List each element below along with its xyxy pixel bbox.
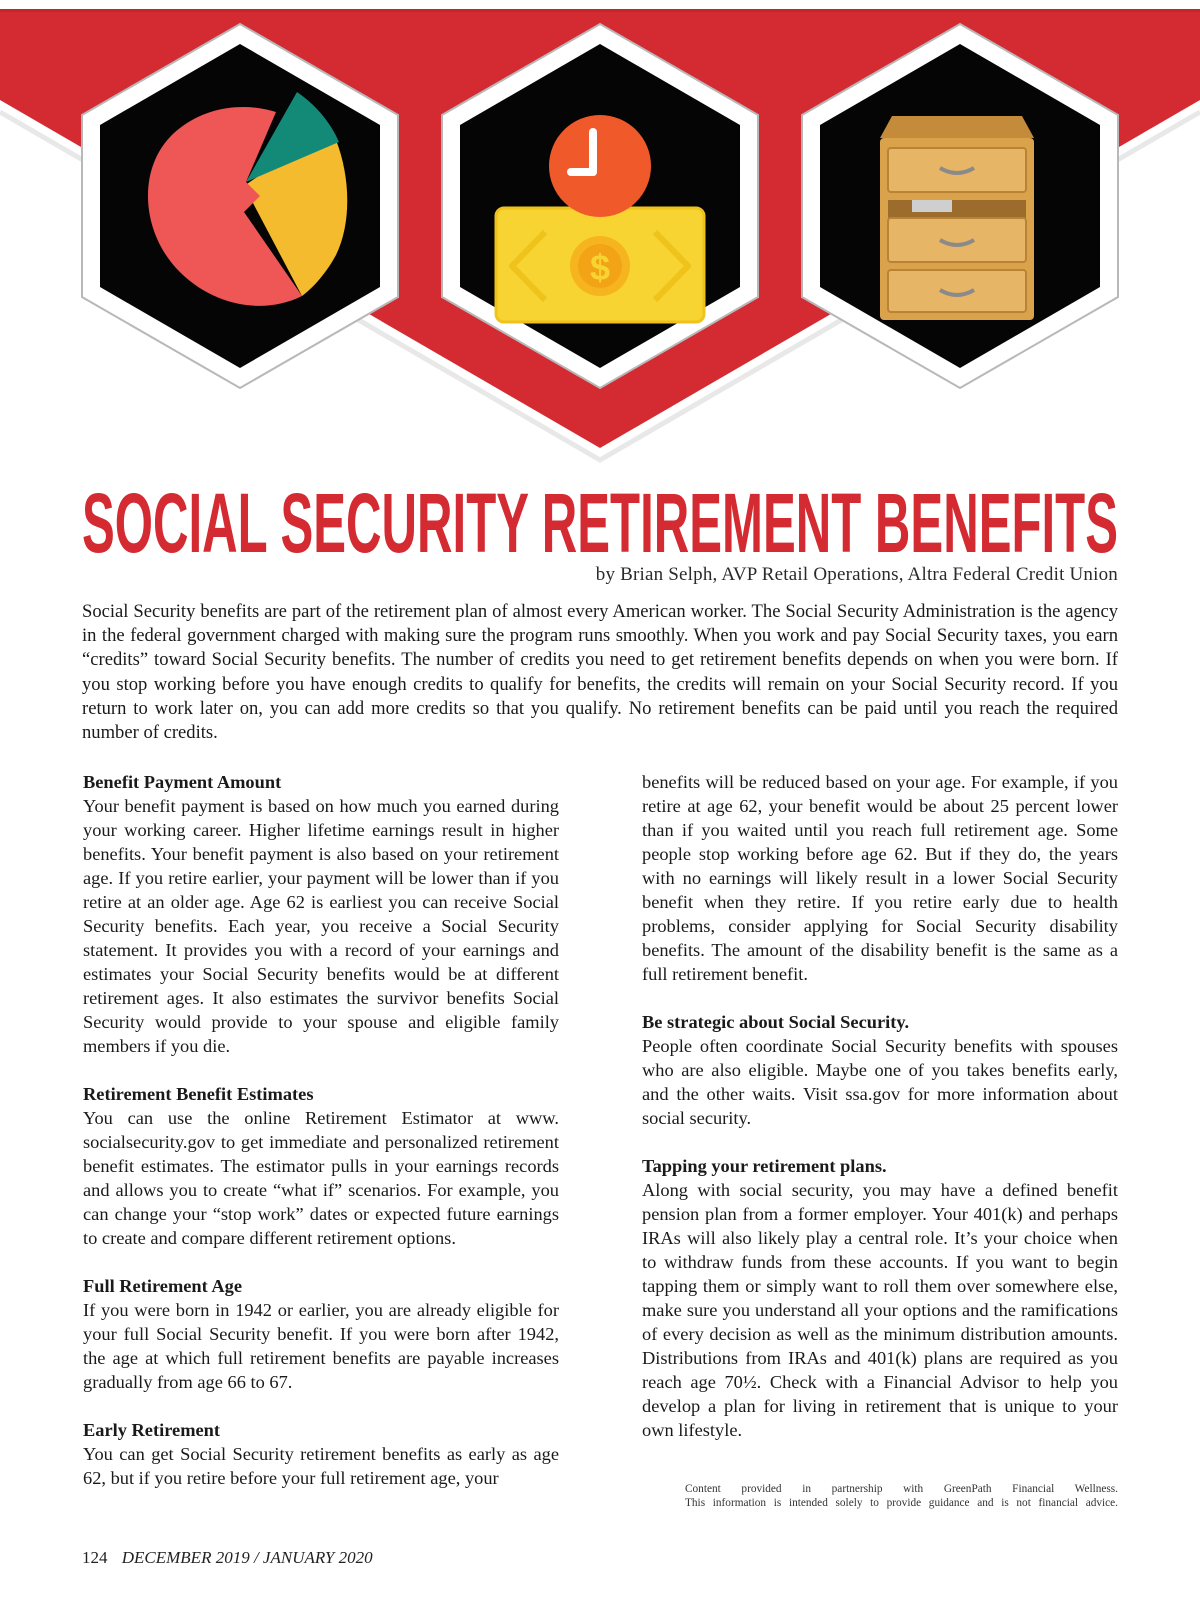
section-body: Along with social security, you may have a defined benefit pension plan from a former employer. Your 401(k) and perhaps IRAs will also likely play a central role. It’s your choice when to withdraw funds from these accounts. If you want to begin tapping them or simply want to roll them over somewhere else, make sure you understand all your options and the ramifications of every decision as well as the minimum distribution amounts. Distributions from IRAs and 401(k) plans are required as you reach age 70½. Check with a Financial Advisor to help you develop a plan for living in retirement that is unique to your own lifestyle. [642, 1180, 1118, 1440]
section-body: You can use the online Retirement Estimator at www. socialsecurity.gov to get immediate and personalized retirement benefit estimates. The estimator pulls in your earnings records and allows you to create “what if” scenarios. For example, you can change your “stop work” dates or expected future earnings to create and compare different retirement options. [83, 1108, 559, 1248]
file-cabinet-icon [880, 116, 1034, 320]
article-title [82, 472, 1118, 562]
issue-date: DECEMBER 2019 / JANUARY 2020 [121, 1548, 373, 1567]
section-heading: Be strategic about Social Security. [642, 1012, 910, 1032]
section-heading: Retirement Benefit Estimates [83, 1084, 314, 1104]
section-heading: Full Retirement Age [83, 1276, 243, 1296]
disclaimer-line-1: Content provided in partnership with GreenPath Financial Wellness. [685, 1483, 1118, 1495]
page-number: 124 [82, 1548, 108, 1567]
intro-paragraph: Social Security benefits are part of the retirement plan of almost every American worker. The Social Security Administration is the agency in the federal government charged with making sure the program runs smoothly. When you work and pay Social Security taxes, you earn “credits” toward Social Security benefits. The number of credits you need to get retirement benefits depends on when you were born. If you stop working before you have enough credits to qualify for benefits, the credits will remain on your Social Security record. If you return to work later on, you can add more credits so that you qualify. No retirement benefits can be paid until you reach the required number of credits. [82, 601, 1118, 744]
section-body: Your benefit payment is based on how much you earned during your working career. Higher lifetime earnings result in higher benefits. Your benefit payment is also based on your retirement age. If you retire earlier, your payment will be lower than if you retire at an older age. Age 62 is earliest you can receive Social Security benefits. Each year, you receive a Social Security statement. It provides you with a record of your earnings and estimates your Social Security benefits would be at different retirement ages. It also estimates the survivor benefits Social Security would provide to your spouse and eligible family members if you die. [83, 796, 559, 1056]
right-column [642, 770, 1118, 1466]
continuation-paragraph: benefits will be reduced based on your age. For example, if you retire at age 62, your benefit would be about 25 percent lower than if you waited until you reach full retirement age. Some people stop working before age 62. But if they do, the years with no earnings will likely result in a lower Social Security benefit when they retire. If you retire early due to health problems, consider applying for Social Security disability benefits. The amount of the disability benefit is the same as a full retirement benefit. [642, 772, 1118, 984]
svg-text:$: $ [589, 247, 611, 288]
section-body: You can get Social Security retirement benefits as early as age 62, but if you retire before your full retirement age, your [83, 1444, 559, 1488]
byline: by Brian Selph, AVP Retail Operations, Altra Federal Credit Union [595, 564, 1118, 585]
section-heading: Benefit Payment Amount [83, 772, 282, 792]
page-footer [82, 1548, 373, 1568]
disclaimer [685, 1482, 1118, 1510]
section-heading: Early Retirement [83, 1420, 221, 1440]
section-body: If you were born in 1942 or earlier, you are already eligible for your full Social Security benefit. If you were born after 1942, the age at which full retirement benefits are payable increases gradually from age 66 to 67. [83, 1300, 559, 1392]
disclaimer-line-2: This information is intended solely to provide guidance and is not financial advice. [685, 1497, 1118, 1509]
left-column [83, 770, 559, 1490]
section-heading: Tapping your retirement plans. [642, 1156, 887, 1176]
section-body: People often coordinate Social Security benefits with spouses who are also eligible. Maybe one of you takes benefits early, and the other waits. Visit ssa.gov for more information about social security. [642, 1036, 1118, 1128]
header-banner [0, 0, 1200, 470]
svg-text:SOCIAL SECURITY RETIREMENT BEN: SOCIAL SECURITY RETIREMENT BENEFITS [82, 476, 1118, 562]
